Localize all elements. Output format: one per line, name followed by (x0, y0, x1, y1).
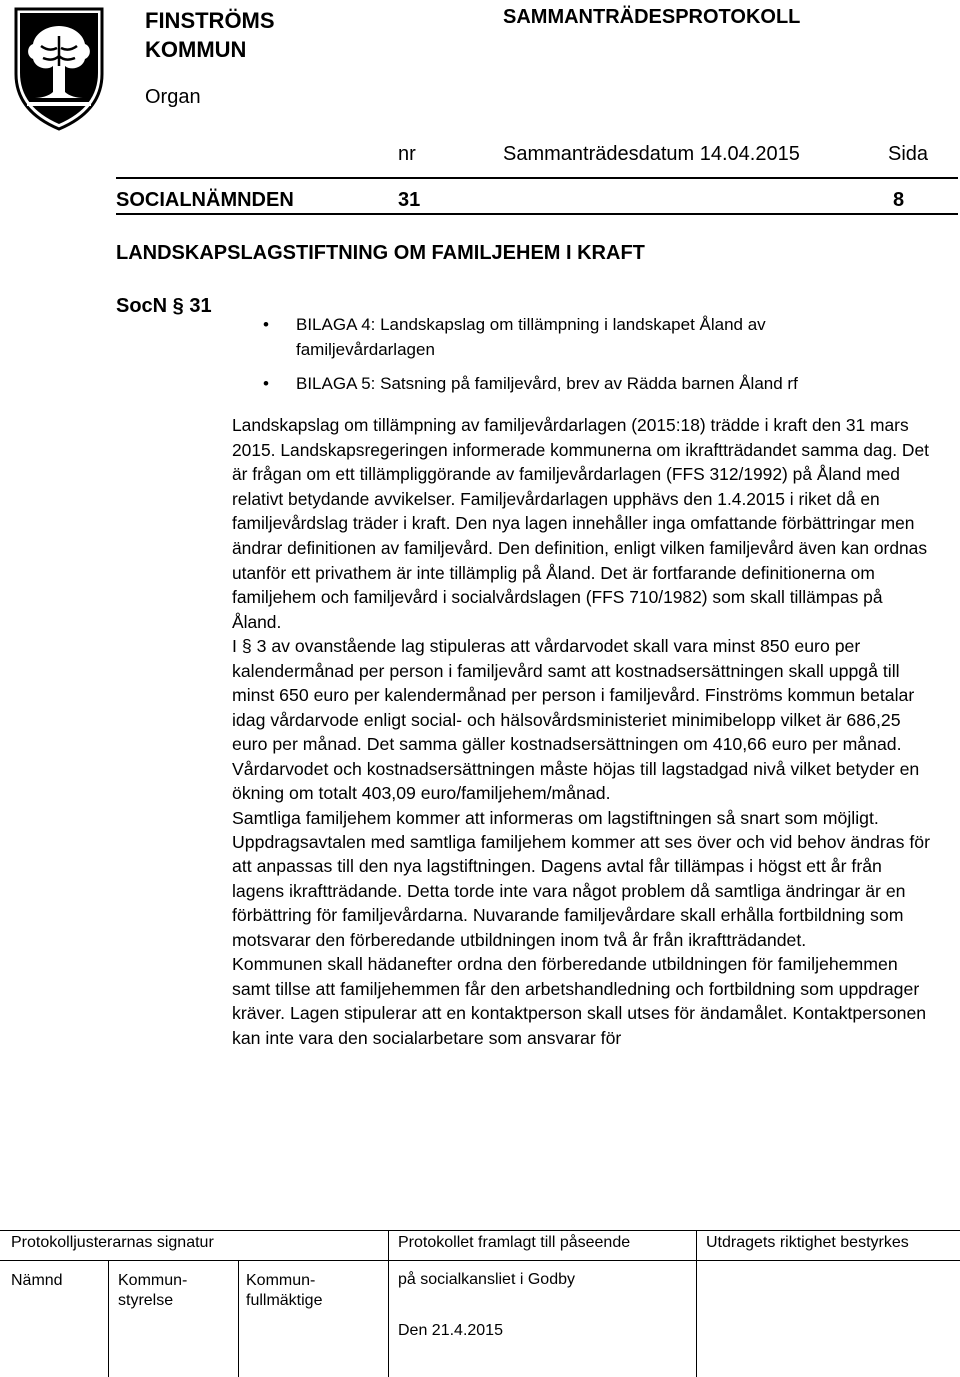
body-paragraph-3: Samtliga familjehem kommer att informeras om lagstiftningen så snart som möjligt. Uppdragsavtalen med samtliga familjehem kommer att ses över och vid behov ändras för att anpassas till den nya lagstiftningen. Dagens avtal får tillämpas i högst ett år från lagens ikraftträdande. Detta torde inte vara något problem då samtliga ändringar är en förbättring för familjevårdarna. Nuvarande familjevårdare skall erhålla fortbildning som motsvarar den förberedande utbildningen inom två år från ikraftträdandet. (232, 807, 930, 950)
footer-rule-top (0, 1230, 960, 1231)
document-type: SAMMANTRÄDESPROTOKOLL (503, 6, 801, 28)
section-title: LANDSKAPSLAGSTIFTNING OM FAMILJEHEM I KRAFT (116, 242, 645, 264)
signature-label: Protokolljusterarnas signatur (11, 1234, 214, 1251)
nr-value: 31 (398, 189, 421, 211)
organ-value: SOCIALNÄMNDEN (116, 189, 294, 211)
body-paragraph-4: Kommunen skall hädanefter ordna den förberedande utbildningen för familjehemmen samt tillse att familjehemmen får den arbetshandledning och fortbildning som uppdrager kräver. Lagen stipulerar att en kontaktperson skall utses för ändamålet. Kontaktpersonen kan inte vara den socialarbetare som ansvarar för (232, 954, 927, 1048)
attachments-list (263, 313, 883, 397)
footer-rule-middle (0, 1260, 960, 1261)
paragraph-reference: SocN § 31 (116, 295, 212, 317)
municipality-name-line1: FINSTRÖMS (145, 8, 275, 33)
municipality-name (145, 6, 275, 64)
organ-label: Organ (145, 86, 201, 108)
signature-column-namnd: Nämnd (11, 1272, 63, 1289)
body-paragraph-2: I § 3 av ovanstående lag stipuleras att vårdarvodet skall vara minst 850 euro per kalendermånad per person i familjevård samt att kostnadsersättningen skall uppgå till minst 650 euro per kalendermånad per person i familjevård. Finströms kommun betalar idag vårdarvode enligt social- och hälsovårdsministeriet minimibelopp vilket är 686,25 euro per månad. Det samma gäller kostnadsersättningen om 410,66 euro per månad. Vårdarvodet och kostnadsersättningen måste höjas till lagstadgad nivå vilket betyder en ökning om totalt 403,09 euro/familjehem/månad. (232, 636, 920, 804)
page-label: Sida (888, 143, 929, 165)
municipal-coat-of-arms (13, 6, 105, 132)
protocol-body (232, 413, 932, 1050)
posted-label: Protokollet framlagt till påseende (398, 1234, 631, 1251)
page-number: 8 (893, 189, 905, 211)
header-rule-top (116, 177, 958, 179)
municipality-name-line2: KOMMUN (145, 37, 247, 62)
nr-label: nr (398, 143, 416, 165)
signature-column-styrelse: Kommun- styrelse (118, 1272, 188, 1309)
meeting-date: Sammanträdesdatum 14.04.2015 (503, 143, 800, 165)
attachment-item: • BILAGA 4: Landskapslag om tillämpning i landskapet Åland av familjevårdarlagen (263, 313, 883, 362)
body-paragraph-1: Landskapslag om tillämpning av familjevårdarlagen (2015:18) trädde i kraft den 31 mars 2015. Landskapsregeringen informerade kommunerna om ikraftträdandet samma dag. Det är frågan om ett tillämpliggörande av familjevårdarlagen (FFS 312/1992) på Åland med relativt betydande avvikelser. Familjevårdarlagen upphävs den 1.4.2015 i riket då en familjevårdslag träder i kraft. Den nya lagen innehåller inga omfattande förbättringar men ändrar definitionen av familjevård. Den definition, enligt vilken familjevård även kan ordnas utanför ett privathem är inte tillämplig på Åland. Det är fortfarande definitionerna om familjehem och familjevård i socialvårdslagen (FFS 710/1982) som skall tillämpas på Åland. (232, 415, 929, 632)
attachment-item: • BILAGA 5: Satsning på familjevård, brev av Rädda barnen Åland rf (263, 372, 883, 397)
footer-divider-1 (388, 1230, 389, 1377)
footer-divider-4 (238, 1260, 239, 1377)
extract-label: Utdragets riktighet bestyrkes (706, 1234, 909, 1251)
posted-place: på socialkansliet i Godby (398, 1271, 575, 1288)
footer-divider-2 (696, 1230, 697, 1377)
posted-date: Den 21.4.2015 (398, 1322, 503, 1339)
signature-column-fullmaktige: Kommun- fullmäktige (246, 1272, 323, 1309)
footer-divider-3 (108, 1260, 109, 1377)
header-rule-bottom (116, 213, 958, 215)
